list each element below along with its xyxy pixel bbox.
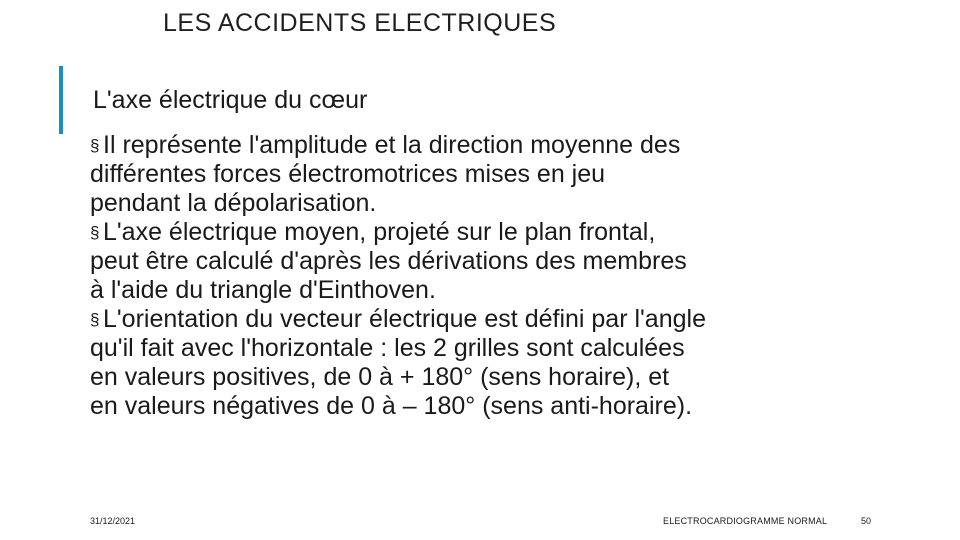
bullet-marker-icon: §: [90, 223, 100, 242]
bullet-text: Il représente l'amplitude et la direction moyenne des: [103, 131, 681, 159]
bullet-marker-icon: §: [90, 136, 100, 155]
bullet-text: peut être calculé d'après les dérivations des membres: [90, 247, 687, 275]
footer-date: 31/12/2021: [90, 516, 136, 526]
bullet-item: [90, 131, 890, 218]
slide-title: LES ACCIDENTS ELECTRIQUES: [163, 9, 557, 37]
bullet-item: [90, 305, 890, 421]
bullet-item: [90, 218, 890, 305]
bullet-text: qu'il fait avec l'horizontale : les 2 grilles sont calculées: [90, 334, 685, 362]
accent-bar: [59, 66, 63, 134]
footer-label: ELECTROCARDIOGRAMME NORMAL: [663, 516, 828, 526]
bullet-list: [90, 131, 890, 421]
bullet-text: à l'aide du triangle d'Einthoven.: [90, 276, 436, 304]
section-heading: L'axe électrique du cœur: [93, 86, 368, 114]
bullet-text: en valeurs positives, de 0 à + 180° (sens horaire), et: [90, 363, 670, 391]
bullet-text: différentes forces électromotrices mises en jeu: [90, 160, 606, 188]
bullet-text: en valeurs négatives de 0 à – 180° (sens anti-horaire).: [90, 392, 693, 420]
page-number: 50: [861, 516, 872, 526]
bullet-marker-icon: §: [90, 310, 100, 329]
bullet-text: pendant la dépolarisation.: [90, 189, 377, 217]
bullet-text: L'orientation du vecteur électrique est défini par l'angle: [103, 305, 706, 333]
bullet-text: L'axe électrique moyen, projeté sur le plan frontal,: [103, 218, 656, 246]
